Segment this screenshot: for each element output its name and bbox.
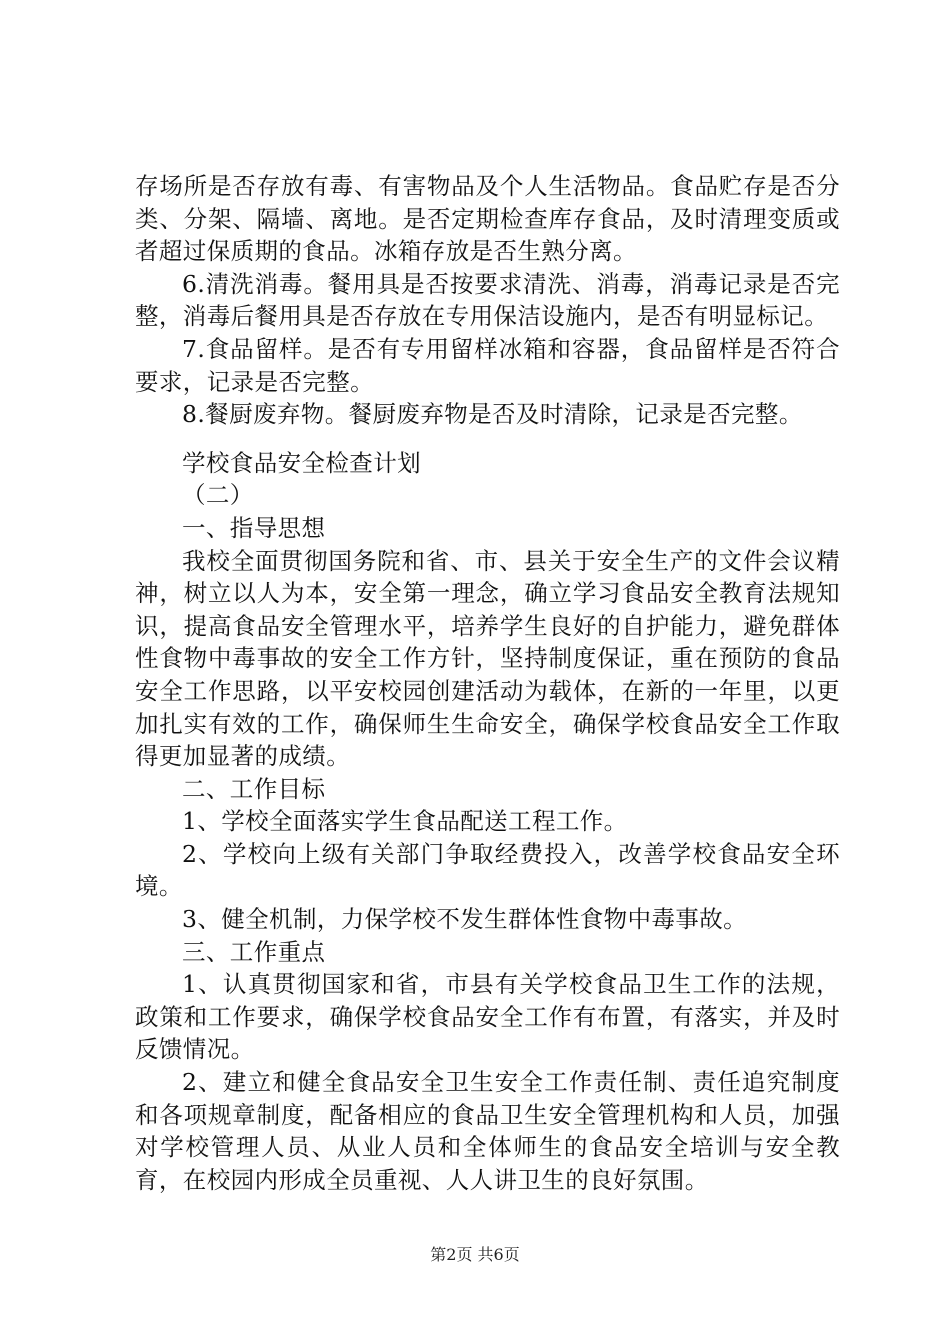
document-title: 学校食品安全检查计划 bbox=[182, 448, 421, 477]
paragraph-goal-2: 2、学校向上级有关部门争取经费投入，改善学校食品安全环境。 bbox=[135, 839, 840, 901]
document-body bbox=[135, 170, 840, 1196]
paragraph-goal-3: 3、健全机制，力保学校不发生群体性食物中毒事故。 bbox=[182, 905, 748, 934]
paragraph-goal-1: 1、学校全面落实学生食品配送工程工作。 bbox=[182, 807, 628, 836]
paragraph-storage-continued: 存场所是否存放有毒、有害物品及个人生活物品。食品贮存是否分类、分架、隔墙、离地。是否定期检查库存食品，及时清理变质或者超过保质期的食品。冰箱存放是否生熟分离。 bbox=[135, 172, 840, 266]
paragraph-food-sample: 7.食品留样。是否有专用留样冰箱和容器，食品留样是否符合要求，记录是否完整。 bbox=[135, 334, 840, 396]
heading-guiding-ideology: 一、指导思想 bbox=[182, 513, 326, 542]
page-number-footer: 第2页 共6页 bbox=[430, 1245, 520, 1264]
heading-work-goals: 二、工作目标 bbox=[182, 774, 326, 803]
paragraph-cleaning-disinfection: 6.清洗消毒。餐用具是否按要求清洗、消毒，消毒记录是否完整，消毒后餐用具是否存放在专用保洁设施内，是否有明显标记。 bbox=[135, 269, 840, 331]
paragraph-focus-1: 1、认真贯彻国家和省，市县有关学校食品卫生工作的法规，政策和工作要求，确保学校食品安全工作有布置，有落实，并及时反馈情况。 bbox=[135, 970, 840, 1064]
document-subtitle: （二） bbox=[182, 481, 254, 510]
paragraph-kitchen-waste: 8.餐厨废弃物。餐厨废弃物是否及时清除，记录是否完整。 bbox=[182, 400, 803, 429]
paragraph-focus-2: 2、建立和健全食品安全卫生安全工作责任制、责任追究制度和各项规章制度，配备相应的食品卫生安全管理机构和人员，加强对学校管理人员、从业人员和全体师生的食品安全培训与安全教育，在校园内形成全员重视、人人讲卫生的良好氛围。 bbox=[135, 1068, 840, 1194]
paragraph-guiding-ideology: 我校全面贯彻国务院和省、市、县关于安全生产的文件会议精神，树立以人为本，安全第一理念，确立学习食品安全教育法规知识，提高食品安全管理水平，培养学生良好的自护能力，避免群体性食物中毒事故的安全工作方针，坚持制度保证，重在预防的食品安全工作思路，以平安校园创建活动为载体，在新的一年里，以更加扎实有效的工作，确保师生生命安全，确保学校食品安全工作取得更加显著的成绩。 bbox=[135, 546, 840, 771]
section-gap bbox=[135, 431, 840, 447]
heading-work-focus: 三、工作重点 bbox=[182, 937, 326, 966]
